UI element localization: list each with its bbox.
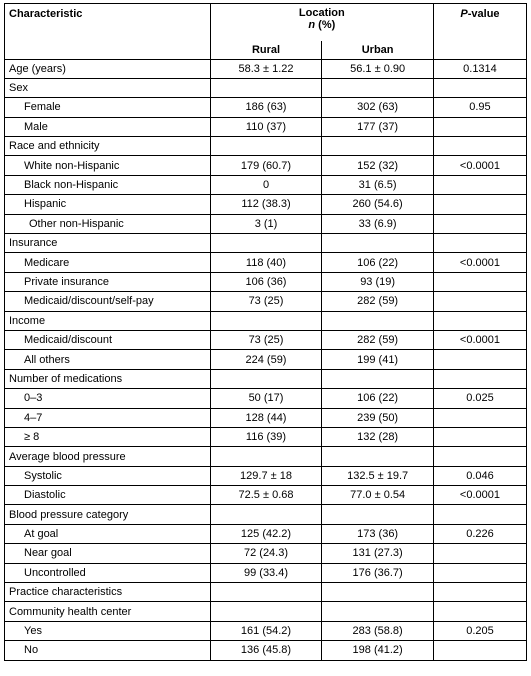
urban-value: 199 (41) — [322, 350, 434, 369]
urban-value — [322, 137, 434, 156]
p-value — [433, 175, 526, 194]
p-value — [433, 583, 526, 602]
urban-value — [322, 369, 434, 388]
row-label: Medicare — [5, 253, 211, 272]
row-label: Yes — [5, 621, 211, 640]
urban-value — [322, 78, 434, 97]
row-label: 4–7 — [5, 408, 211, 427]
urban-value: 31 (6.5) — [322, 175, 434, 194]
row-label: Blood pressure category — [5, 505, 211, 524]
p-value: 0.025 — [433, 389, 526, 408]
p-value — [433, 641, 526, 660]
urban-value: 302 (63) — [322, 98, 434, 117]
table-row — [5, 330, 527, 349]
table-row — [5, 350, 527, 369]
urban-value — [322, 505, 434, 524]
table-row — [5, 137, 527, 156]
rural-value — [210, 447, 322, 466]
row-label: Medicaid/discount/self-pay — [5, 292, 211, 311]
rural-value: 161 (54.2) — [210, 621, 322, 640]
urban-value — [322, 311, 434, 330]
table-row — [5, 602, 527, 621]
p-value: <0.0001 — [433, 486, 526, 505]
p-value — [433, 602, 526, 621]
urban-value: 33 (6.9) — [322, 214, 434, 233]
p-value: 0.205 — [433, 621, 526, 640]
row-label: Other non-Hispanic — [5, 214, 211, 233]
p-value: <0.0001 — [433, 253, 526, 272]
table-row — [5, 486, 527, 505]
row-label: Near goal — [5, 544, 211, 563]
urban-value: 106 (22) — [322, 389, 434, 408]
rural-value: 128 (44) — [210, 408, 322, 427]
rural-value: 106 (36) — [210, 272, 322, 291]
table-row — [5, 117, 527, 136]
table-row — [5, 621, 527, 640]
table-row — [5, 195, 527, 214]
p-value: <0.0001 — [433, 330, 526, 349]
rural-value: 136 (45.8) — [210, 641, 322, 660]
p-value — [433, 427, 526, 446]
table-row — [5, 544, 527, 563]
header-p-label: P — [460, 8, 468, 20]
rural-value — [210, 311, 322, 330]
table-row — [5, 563, 527, 582]
characteristics-table — [4, 3, 527, 661]
table-row — [5, 466, 527, 485]
table-row — [5, 311, 527, 330]
urban-value: 239 (50) — [322, 408, 434, 427]
urban-value: 260 (54.6) — [322, 195, 434, 214]
row-label: ≥ 8 — [5, 427, 211, 446]
p-value — [433, 214, 526, 233]
p-value — [433, 505, 526, 524]
table-row — [5, 292, 527, 311]
header-characteristic: Characteristic — [5, 4, 211, 60]
table-row — [5, 505, 527, 524]
row-label: At goal — [5, 524, 211, 543]
table-row — [5, 389, 527, 408]
table-row — [5, 524, 527, 543]
row-label: Black non-Hispanic — [5, 175, 211, 194]
row-label: Income — [5, 311, 211, 330]
rural-value: 110 (37) — [210, 117, 322, 136]
p-value — [433, 272, 526, 291]
p-value: 0.95 — [433, 98, 526, 117]
rural-value: 129.7 ± 18 — [210, 466, 322, 485]
rural-value: 73 (25) — [210, 292, 322, 311]
rural-value — [210, 505, 322, 524]
row-label: Insurance — [5, 234, 211, 253]
table-row — [5, 234, 527, 253]
rural-value — [210, 78, 322, 97]
rural-value — [210, 234, 322, 253]
header-urban: Urban — [322, 41, 434, 60]
rural-value — [210, 137, 322, 156]
row-label: No — [5, 641, 211, 660]
row-label: Female — [5, 98, 211, 117]
p-value — [433, 195, 526, 214]
p-value — [433, 447, 526, 466]
table-row — [5, 583, 527, 602]
row-label: 0–3 — [5, 389, 211, 408]
row-label: All others — [5, 350, 211, 369]
header-n-label: n — [308, 19, 316, 31]
p-value — [433, 311, 526, 330]
urban-value: 282 (59) — [322, 292, 434, 311]
table-row — [5, 272, 527, 291]
urban-value: 132.5 ± 19.7 — [322, 466, 434, 485]
rural-value: 50 (17) — [210, 389, 322, 408]
p-value — [433, 78, 526, 97]
rural-value — [210, 583, 322, 602]
urban-value — [322, 234, 434, 253]
rural-value: 224 (59) — [210, 350, 322, 369]
p-value — [433, 563, 526, 582]
row-label: Uncontrolled — [5, 563, 211, 582]
row-label: Race and ethnicity — [5, 137, 211, 156]
p-value: <0.0001 — [433, 156, 526, 175]
rural-value: 72 (24.3) — [210, 544, 322, 563]
p-value — [433, 350, 526, 369]
p-value — [433, 369, 526, 388]
rural-value — [210, 602, 322, 621]
rural-value: 0 — [210, 175, 322, 194]
rural-value: 116 (39) — [210, 427, 322, 446]
table-row — [5, 427, 527, 446]
row-label: Hispanic — [5, 195, 211, 214]
table-row — [5, 78, 527, 97]
rural-value: 3 (1) — [210, 214, 322, 233]
table-row — [5, 175, 527, 194]
rural-value: 99 (33.4) — [210, 563, 322, 582]
table-row — [5, 447, 527, 466]
rural-value: 58.3 ± 1.22 — [210, 59, 322, 78]
rural-value: 186 (63) — [210, 98, 322, 117]
urban-value — [322, 602, 434, 621]
row-label: Medicaid/discount — [5, 330, 211, 349]
row-label: Male — [5, 117, 211, 136]
urban-value: 106 (22) — [322, 253, 434, 272]
p-value: 0.1314 — [433, 59, 526, 78]
table-row — [5, 369, 527, 388]
urban-value: 177 (37) — [322, 117, 434, 136]
row-label: Practice characteristics — [5, 583, 211, 602]
header-location — [210, 4, 433, 41]
urban-value: 152 (32) — [322, 156, 434, 175]
table-row — [5, 59, 527, 78]
urban-value: 173 (36) — [322, 524, 434, 543]
urban-value: 77.0 ± 0.54 — [322, 486, 434, 505]
p-value — [433, 234, 526, 253]
urban-value: 198 (41.2) — [322, 641, 434, 660]
table-row — [5, 408, 527, 427]
rural-value: 72.5 ± 0.68 — [210, 486, 322, 505]
row-label: Systolic — [5, 466, 211, 485]
row-label: Diastolic — [5, 486, 211, 505]
row-label: White non-Hispanic — [5, 156, 211, 175]
rural-value: 125 (42.2) — [210, 524, 322, 543]
rural-value: 112 (38.3) — [210, 195, 322, 214]
urban-value: 282 (59) — [322, 330, 434, 349]
table-row — [5, 98, 527, 117]
urban-value — [322, 447, 434, 466]
table-row — [5, 156, 527, 175]
rural-value: 118 (40) — [210, 253, 322, 272]
urban-value: 176 (36.7) — [322, 563, 434, 582]
p-value — [433, 408, 526, 427]
p-value — [433, 117, 526, 136]
table-row — [5, 214, 527, 233]
urban-value: 132 (28) — [322, 427, 434, 446]
p-value — [433, 544, 526, 563]
header-pct-label: (%) — [315, 19, 336, 31]
urban-value: 283 (58.8) — [322, 621, 434, 640]
rural-value — [210, 369, 322, 388]
p-value — [433, 137, 526, 156]
row-label: Average blood pressure — [5, 447, 211, 466]
urban-value: 56.1 ± 0.90 — [322, 59, 434, 78]
p-value — [433, 292, 526, 311]
header-location-label: Location — [298, 7, 345, 19]
urban-value — [322, 583, 434, 602]
row-label: Sex — [5, 78, 211, 97]
rural-value: 73 (25) — [210, 330, 322, 349]
header-p-value — [433, 4, 526, 60]
table-row — [5, 253, 527, 272]
urban-value: 131 (27.3) — [322, 544, 434, 563]
table-row — [5, 641, 527, 660]
row-label: Number of medications — [5, 369, 211, 388]
p-value: 0.046 — [433, 466, 526, 485]
row-label: Private insurance — [5, 272, 211, 291]
rural-value: 179 (60.7) — [210, 156, 322, 175]
header-rural: Rural — [210, 41, 322, 60]
header-p-suffix: -value — [467, 8, 500, 20]
row-label: Community health center — [5, 602, 211, 621]
row-label: Age (years) — [5, 59, 211, 78]
p-value: 0.226 — [433, 524, 526, 543]
urban-value: 93 (19) — [322, 272, 434, 291]
table-body — [5, 59, 527, 660]
